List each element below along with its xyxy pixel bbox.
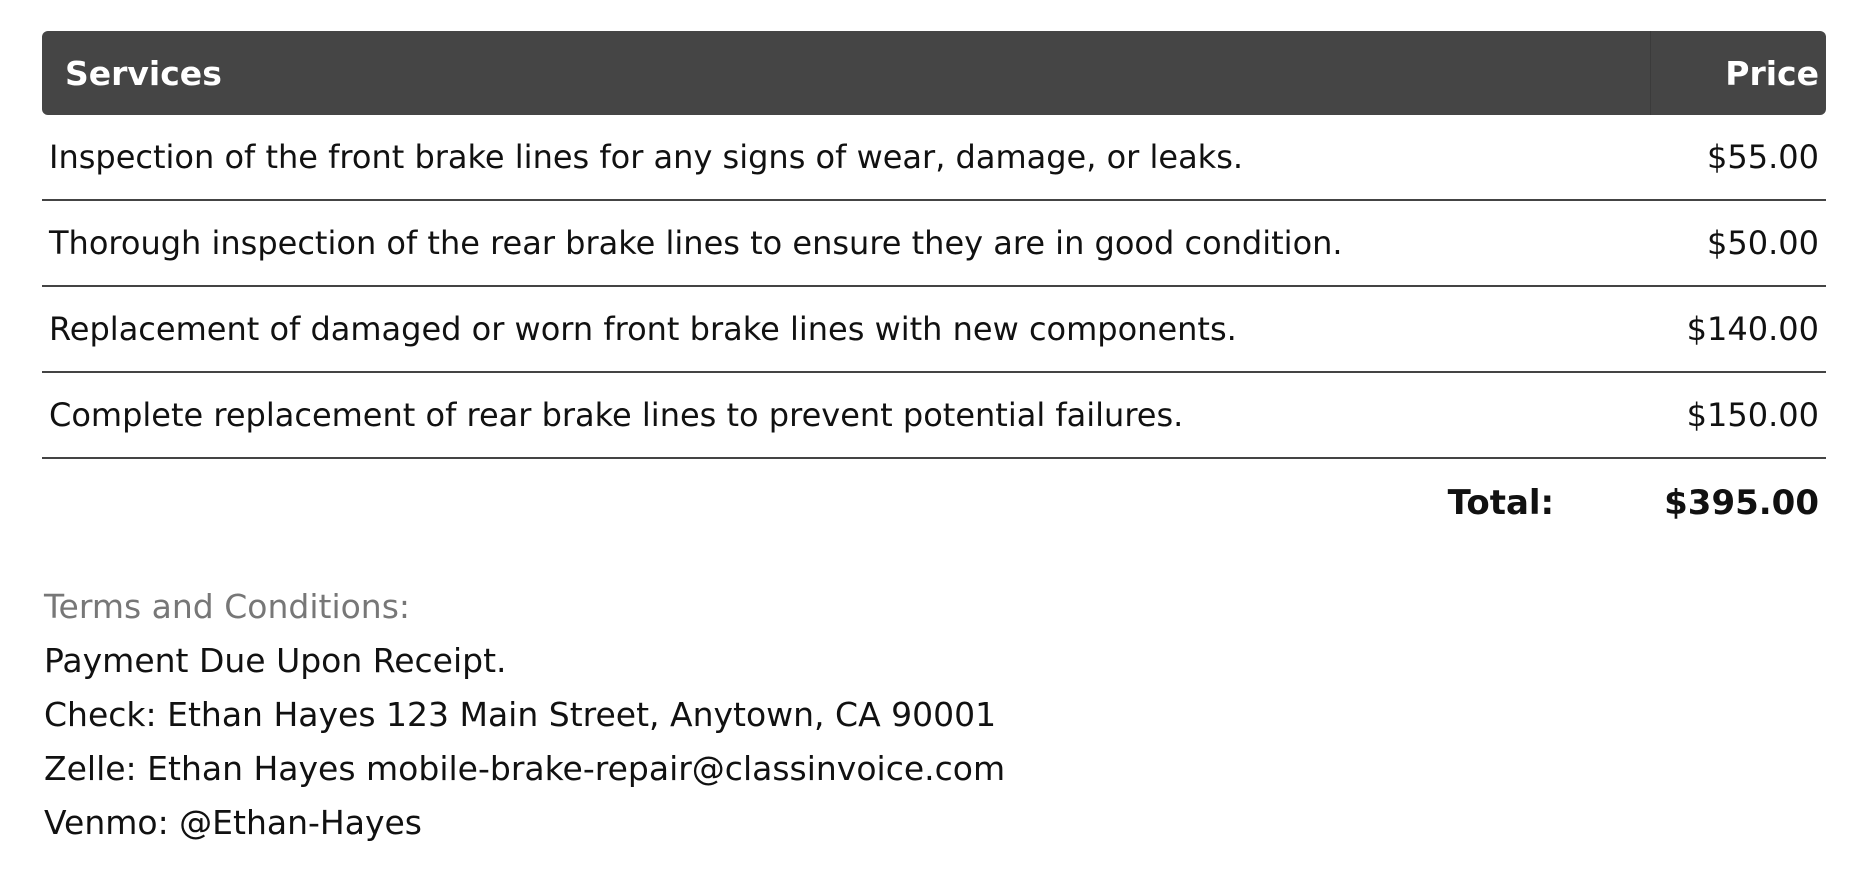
services-table <box>42 31 1826 459</box>
table-row <box>42 373 1826 459</box>
service-description: Complete replacement of rear brake lines to prevent potential failures. <box>49 396 1184 434</box>
service-description: Replacement of damaged or worn front brake lines with new components. <box>49 310 1237 348</box>
table-row <box>42 115 1826 201</box>
service-price: $150.00 <box>1686 396 1819 434</box>
terms-line-venmo: Venmo: @Ethan-Hayes <box>44 803 422 842</box>
service-description: Thorough inspection of the rear brake lines to ensure they are in good condition. <box>49 224 1343 262</box>
table-header <box>42 31 1826 115</box>
header-services: Services <box>65 53 222 93</box>
terms-line-payment: Payment Due Upon Receipt. <box>44 641 507 680</box>
total-row <box>42 470 1826 536</box>
service-price: $50.00 <box>1707 224 1819 262</box>
terms-line-check: Check: Ethan Hayes 123 Main Street, Anytown, CA 90001 <box>44 695 997 734</box>
table-row <box>42 287 1826 373</box>
total-label: Total: <box>1447 483 1555 523</box>
terms-section <box>44 580 1005 850</box>
terms-line-zelle: Zelle: Ethan Hayes mobile-brake-repair@classinvoice.com <box>44 749 1006 788</box>
service-price: $55.00 <box>1707 138 1819 176</box>
table-row <box>42 201 1826 287</box>
total-value: $395.00 <box>1664 483 1819 523</box>
service-price: $140.00 <box>1686 310 1819 348</box>
service-description: Inspection of the front brake lines for any signs of wear, damage, or leaks. <box>49 138 1244 176</box>
header-price: Price <box>1650 31 1826 115</box>
terms-heading: Terms and Conditions: <box>44 587 411 626</box>
